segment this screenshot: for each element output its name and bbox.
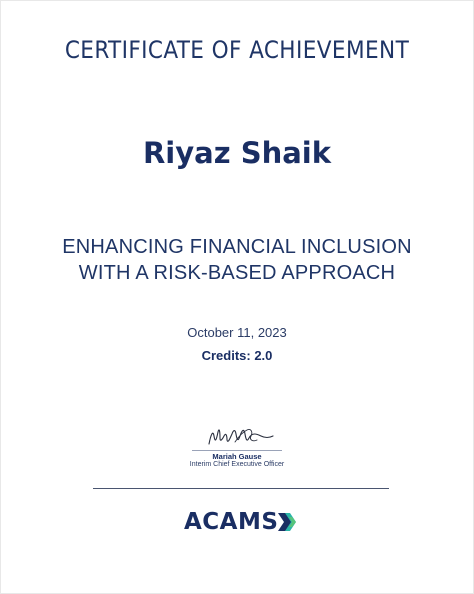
signatory-title: Interim Chief Executive Officer (189, 461, 285, 468)
completion-date: October 11, 2023 (187, 325, 287, 340)
chevron-arrow-icon (278, 513, 298, 531)
logo-text: ACAMS (184, 509, 279, 535)
recipient-name: Riyaz Shaik (142, 136, 332, 170)
signature-line (192, 450, 282, 451)
credits-value: Credits: 2.0 (201, 348, 273, 363)
signature-image (205, 422, 277, 452)
certificate-title: CERTIFICATE OF ACHIEVEMENT (64, 36, 410, 64)
footer-divider (93, 488, 389, 489)
signatory-name: Mariah Gause (212, 452, 262, 461)
acams-logo (184, 507, 304, 537)
course-title (0, 234, 474, 286)
course-title-line-2: WITH A RISK-BASED APPROACH (78, 262, 396, 284)
course-title-line-1: ENHANCING FINANCIAL INCLUSION (62, 236, 412, 258)
